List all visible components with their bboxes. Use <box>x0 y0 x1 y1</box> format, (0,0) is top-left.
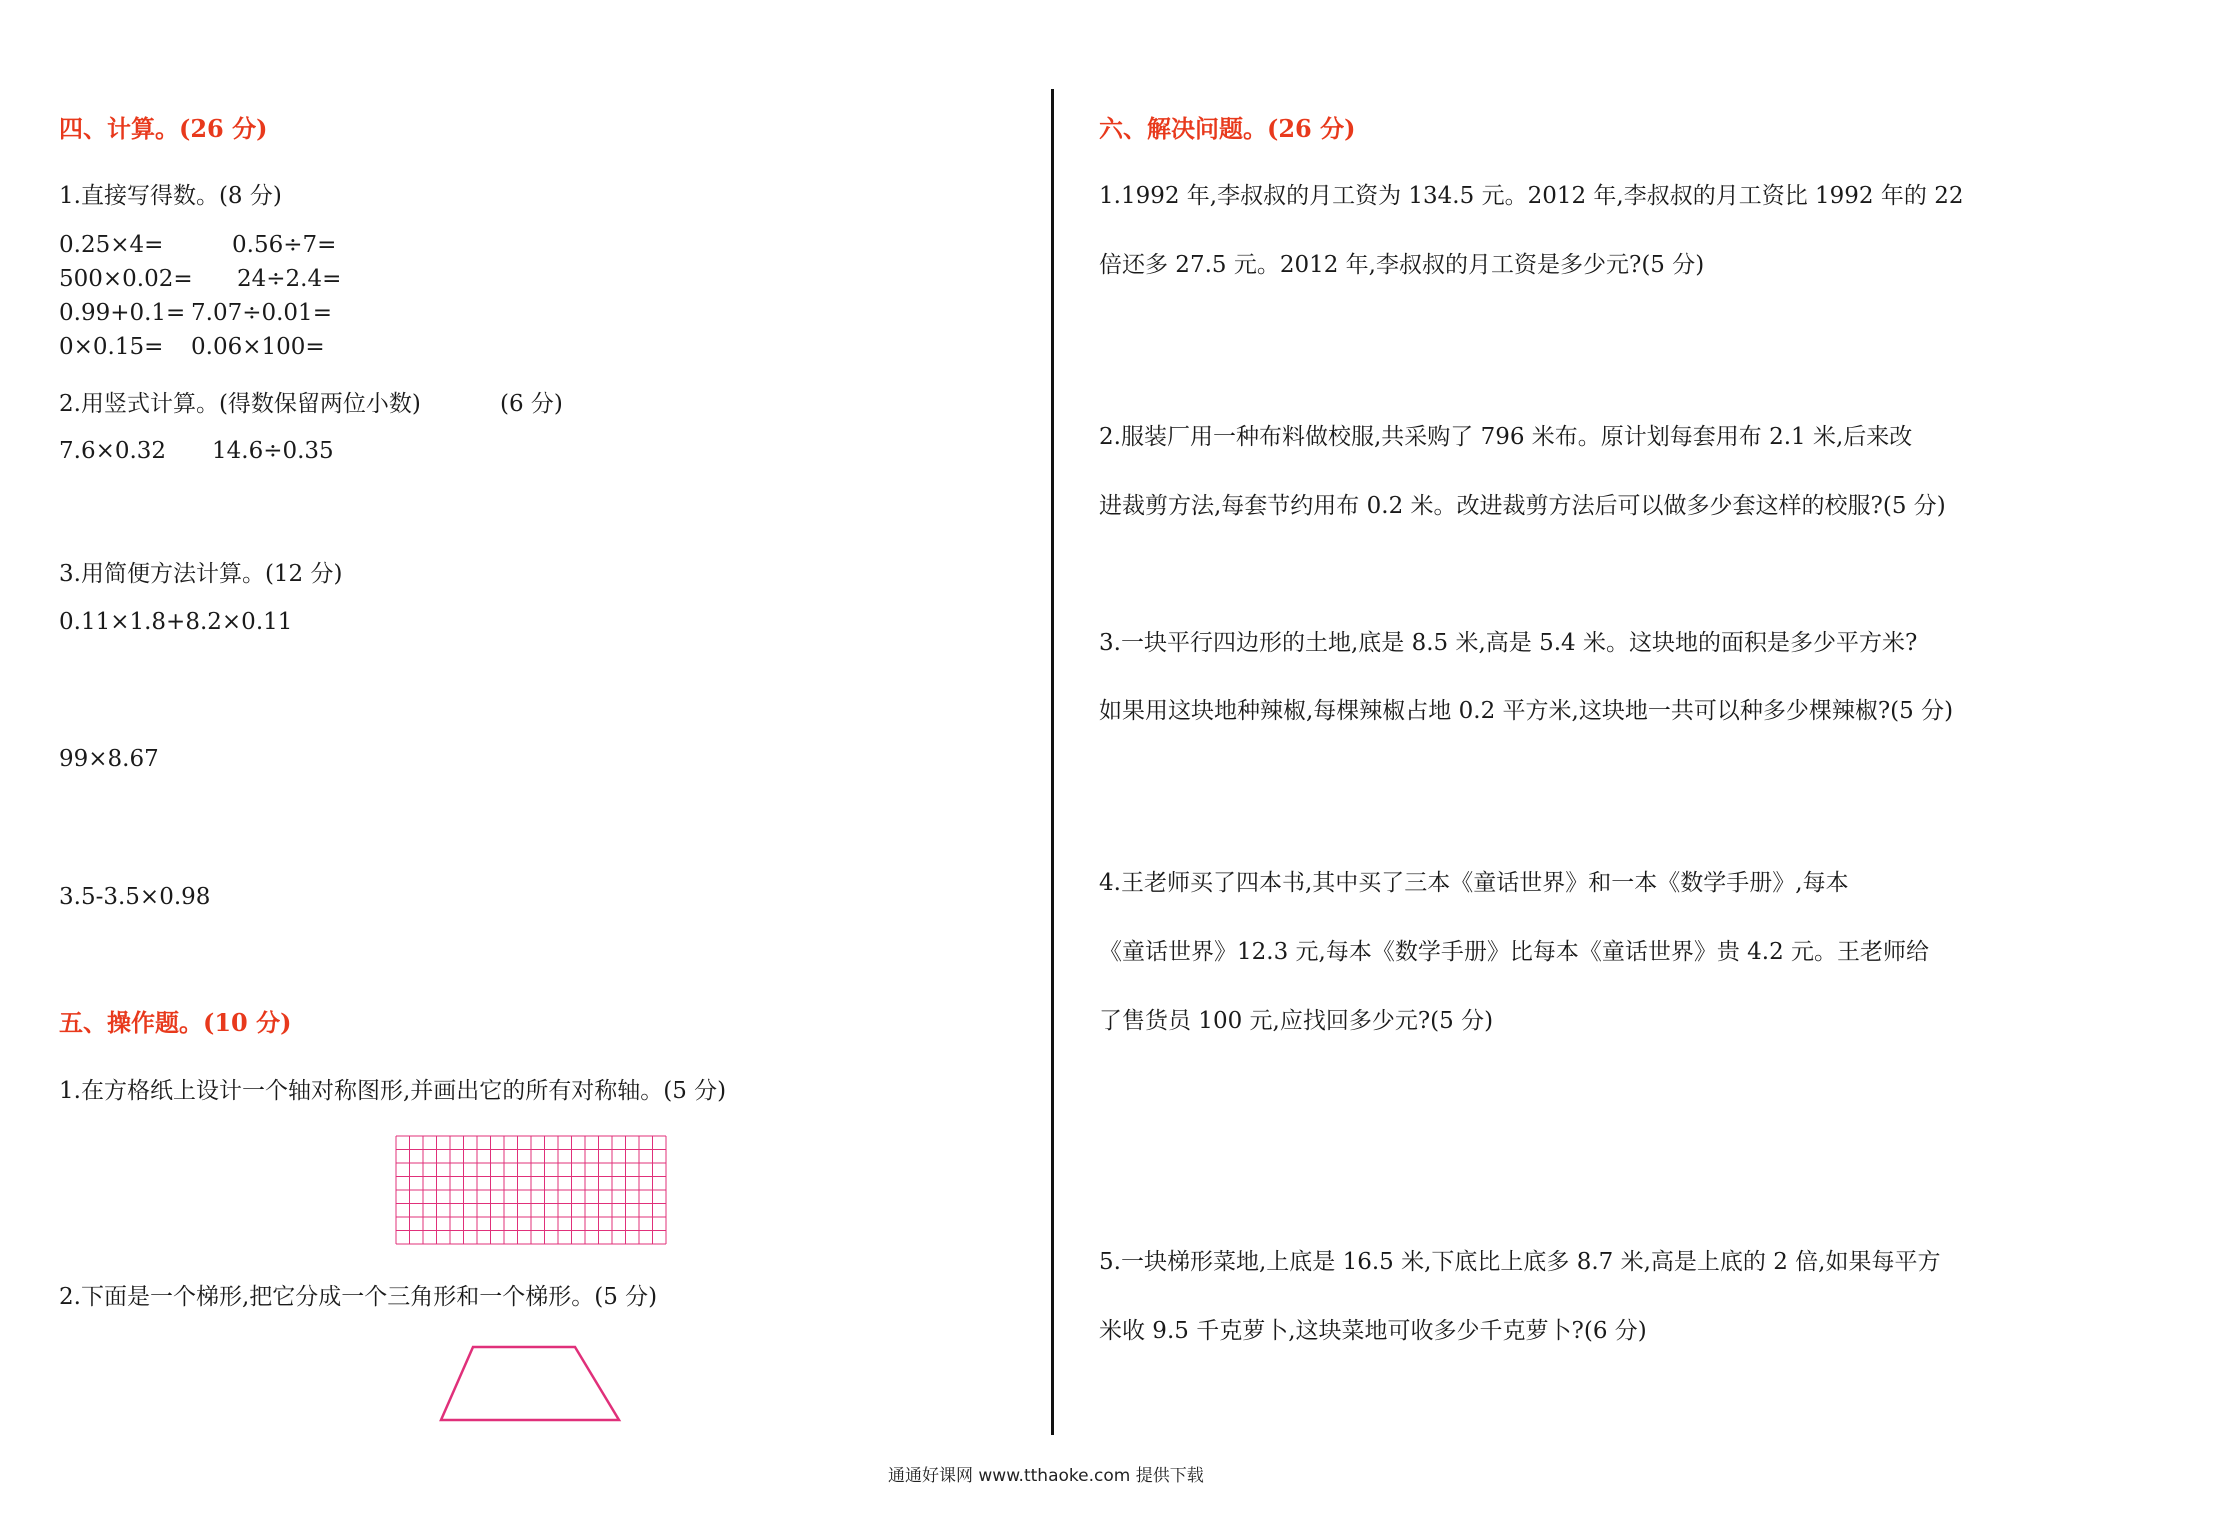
problem-4-line-2: 《童话世界》12.3 元,每本《数学手册》比每本《童话世界》贵 4.2 元。王老师给 <box>1099 939 1930 965</box>
q1-item: 7.07÷0.01= <box>191 300 332 326</box>
q1-item: 500×0.02= <box>59 266 193 292</box>
q1-item: 24÷2.4= <box>237 266 342 292</box>
q1-item: 0.56÷7= <box>232 232 337 258</box>
footer-source: 通通好课网 www.tthaoke.com 提供下载 <box>888 1466 1204 1486</box>
q3-title: 3.用简便方法计算。(12 分) <box>59 561 343 587</box>
problem-4-line-1: 4.王老师买了四本书,其中买了三本《童话世界》和一本《数学手册》,每本 <box>1099 870 1849 896</box>
q2-title: 2.用竖式计算。(得数保留两位小数) <box>59 391 421 417</box>
column-divider <box>1051 89 1054 1435</box>
problem-5-line-1: 5.一块梯形菜地,上底是 16.5 米,下底比上底多 8.7 米,高是上底的 2 倍,如果每平方 <box>1099 1249 1941 1275</box>
q3-item: 99×8.67 <box>59 746 159 772</box>
q3-item: 0.11×1.8+8.2×0.11 <box>59 609 293 635</box>
q2-score: (6 分) <box>500 391 563 417</box>
problem-2-line-2: 进裁剪方法,每套节约用布 0.2 米。改进裁剪方法后可以做多少套这样的校服?(5 分) <box>1099 493 1946 519</box>
grid-paper <box>395 1135 667 1251</box>
problem-3-line-1: 3.一块平行四边形的土地,底是 8.5 米,高是 5.4 米。这块地的面积是多少平方米? <box>1099 630 1918 656</box>
q1-item: 0×0.15= <box>59 334 164 360</box>
q2-item: 7.6×0.32 <box>59 438 167 464</box>
q1-item: 0.25×4= <box>59 232 164 258</box>
q1-title: 1.直接写得数。(8 分) <box>59 183 282 209</box>
section5-title: 五、操作题。(10 分) <box>59 1008 292 1037</box>
op1-text: 1.在方格纸上设计一个轴对称图形,并画出它的所有对称轴。(5 分) <box>59 1078 727 1104</box>
problem-2-line-1: 2.服装厂用一种布料做校服,共采购了 796 米布。原计划每套用布 2.1 米,后来改 <box>1099 424 1913 450</box>
problem-1-line-1: 1.1992 年,李叔叔的月工资为 134.5 元。2012 年,李叔叔的月工资比 1992 年的 22 <box>1099 183 1964 209</box>
section4-title: 四、计算。(26 分) <box>59 114 268 143</box>
q1-item: 0.06×100= <box>191 334 325 360</box>
q2-item: 14.6÷0.35 <box>212 438 334 464</box>
problem-4-line-3: 了售货员 100 元,应找回多少元?(5 分) <box>1099 1008 1494 1034</box>
trapezoid-figure <box>438 1345 622 1427</box>
problem-1-line-2: 倍还多 27.5 元。2012 年,李叔叔的月工资是多少元?(5 分) <box>1099 252 1705 278</box>
q3-item: 3.5-3.5×0.98 <box>59 884 211 910</box>
section6-title: 六、解决问题。(26 分) <box>1099 114 1356 143</box>
op2-text: 2.下面是一个梯形,把它分成一个三角形和一个梯形。(5 分) <box>59 1284 658 1310</box>
q1-item: 0.99+0.1= <box>59 300 186 326</box>
problem-5-line-2: 米收 9.5 千克萝卜,这块菜地可收多少千克萝卜?(6 分) <box>1099 1318 1647 1344</box>
problem-3-line-2: 如果用这块地种辣椒,每棵辣椒占地 0.2 平方米,这块地一共可以种多少棵辣椒?(5 分) <box>1099 698 1954 724</box>
